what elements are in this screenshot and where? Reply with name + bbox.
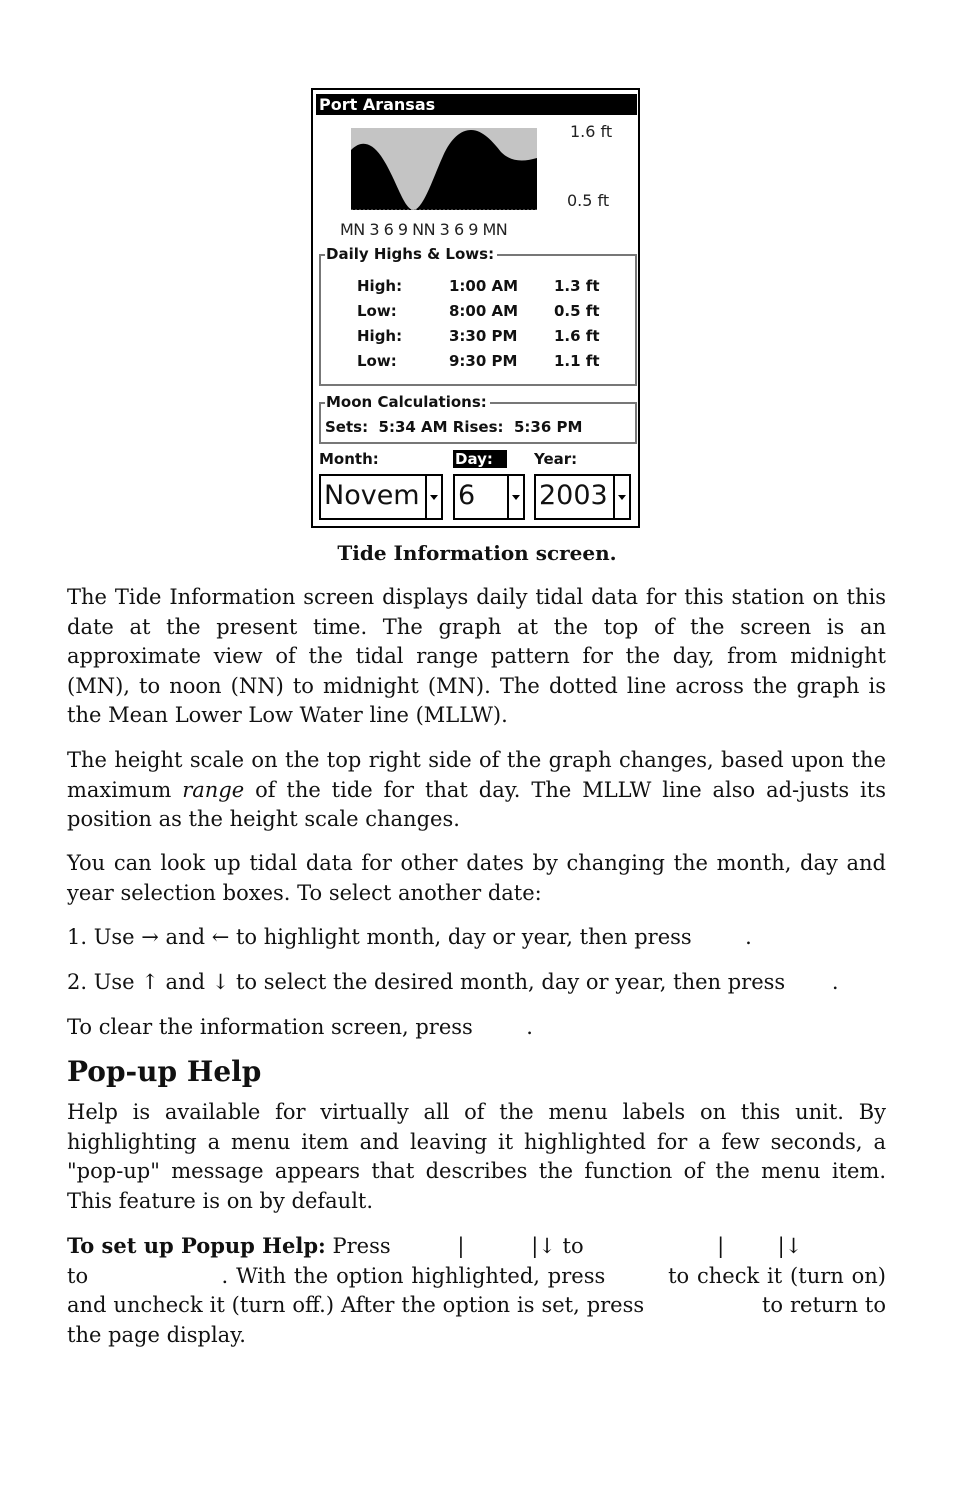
tide-screen — [311, 88, 640, 528]
time-axis-labels: MN 3 6 9 NN 3 6 9 MN — [340, 220, 508, 239]
daily-highs-lows-group — [319, 245, 637, 386]
tide-height: 1.6 ft — [554, 327, 600, 345]
tide-graph — [351, 128, 537, 210]
paragraph-text: Press | |↓ to | |↓ — [325, 1234, 803, 1258]
paragraph-text: of the tide for that day. The MLLW line also ad-justs its position as the height scale changes. — [67, 777, 886, 831]
day-select[interactable] — [453, 474, 525, 520]
emphasis-range: range — [182, 777, 245, 802]
chevron-down-icon[interactable] — [507, 476, 523, 518]
tide-type: High: — [357, 327, 403, 345]
paragraph-lookup: You can look up tidal data for other dates by changing the month, day and year selection boxes. To select another date: — [67, 851, 886, 905]
highs-lows-table — [357, 274, 600, 374]
moon-times: Sets: 5:34 AM Rises: 5:36 PM — [325, 418, 583, 436]
tide-type: Low: — [357, 352, 397, 370]
scale-top-label: 1.6 ft — [570, 122, 613, 141]
tide-time: 9:30 PM — [449, 352, 518, 370]
section-heading: Pop-up Help — [67, 1055, 262, 1088]
tide-type: High: — [357, 277, 403, 295]
chevron-down-icon[interactable] — [425, 476, 441, 518]
paragraph-text: The height scale on the top right side of the graph changes, based upon the maximum — [67, 748, 886, 802]
tide-time: 3:30 PM — [449, 327, 518, 345]
tide-time: 8:00 AM — [449, 302, 519, 320]
paragraph-setup-popup — [67, 1231, 893, 1350]
tide-time: 1:00 AM — [449, 277, 519, 295]
tide-height: 1.3 ft — [554, 277, 600, 295]
month-label: Month: — [319, 450, 379, 468]
clear-instruction: To clear the information screen, press . — [67, 1015, 533, 1039]
paragraph-height-scale — [67, 746, 886, 835]
figure-caption: Tide Information screen. — [337, 541, 617, 565]
table-row — [357, 324, 600, 349]
day-label: Day: — [453, 450, 507, 468]
paragraph-tide-screen: The Tide Information screen displays daily tidal data for this station on this date at the present time. The graph at the top of the screen is an approximate view of the tidal range pattern for the day, from midnight (MN), to noon (NN) to midnight (MN). The dotted line across the graph is the Mean Lower Low Water line (MLLW). — [67, 585, 886, 727]
station-title: Port Aransas — [316, 94, 637, 115]
day-value: 6 — [458, 480, 476, 511]
table-row — [357, 299, 600, 324]
step-1: 1. Use → and ← to highlight month, day or year, then press . — [67, 925, 752, 949]
table-row — [357, 349, 600, 374]
year-select[interactable] — [534, 474, 631, 520]
month-select[interactable] — [319, 474, 443, 520]
highs-lows-title: Daily Highs & Lows: — [325, 246, 497, 262]
tide-type: Low: — [357, 302, 397, 320]
scale-bottom-label: 0.5 ft — [567, 191, 610, 210]
moon-title: Moon Calculations: — [325, 394, 490, 410]
month-value: Novem — [324, 480, 420, 511]
paragraph-popup-help: Help is available for virtually all of the menu labels on this unit. By highlighting a menu item and leaving it highlighted for a few seconds, a "pop-up" message appears that describes the function of the menu item. This feature is on by default. — [67, 1100, 886, 1213]
chevron-down-icon[interactable] — [613, 476, 629, 518]
moon-calculations-group — [319, 393, 637, 444]
paragraph-text: to . With the option highlighted, press to check it (turn on) and uncheck it (turn off.) After the option is set, press to return to the page display. — [67, 1263, 893, 1347]
setup-label: To set up Popup Help: — [67, 1233, 326, 1258]
year-value: 2003 — [539, 480, 608, 511]
year-label: Year: — [534, 450, 578, 468]
tide-height: 0.5 ft — [554, 302, 600, 320]
step-2: 2. Use ↑ and ↓ to select the desired month, day or year, then press . — [67, 970, 839, 994]
table-row — [357, 274, 600, 299]
tide-height: 1.1 ft — [554, 352, 600, 370]
